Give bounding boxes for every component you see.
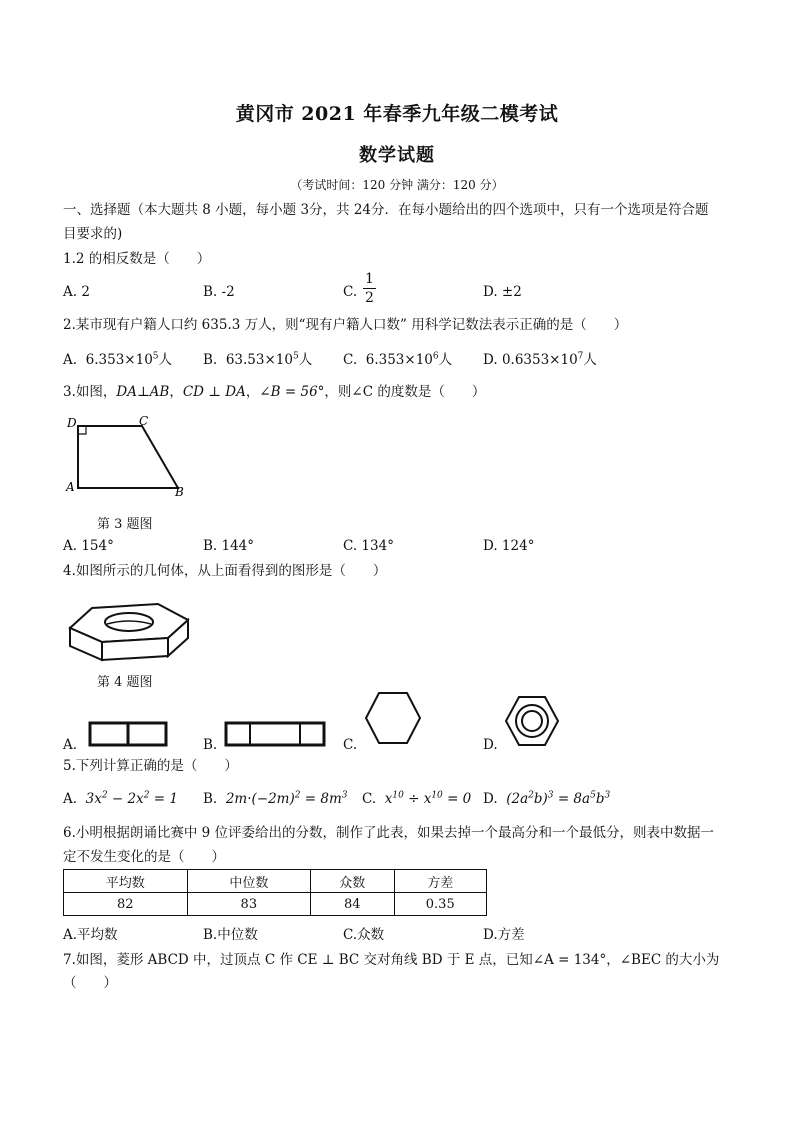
table-header-cell: 方差 [394, 870, 487, 893]
q5-option-b [203, 790, 348, 808]
table-cell: 84 [311, 893, 394, 916]
table-row [64, 893, 487, 916]
math-expr: DA⊥AB [116, 384, 170, 400]
section-intro-line1: 一、选择题（本大题共 8 小题，每小题 3分，共 24分．在每小题给出的四个选项中，只有一个选项是符合题 [63, 202, 709, 218]
math-expr: $3x^2 - 2x^2 = 1$ [85, 790, 178, 807]
q7-stem-line2: （ ） [63, 975, 117, 991]
stem-text: ，则∠C 的度数是（ ） [324, 384, 486, 400]
q2-option-d [483, 351, 597, 369]
section-intro-line2: 目要求的) [63, 226, 123, 242]
fraction-numerator: 1 [365, 271, 374, 287]
stem-text: ， [169, 384, 183, 400]
q5-option-c [362, 790, 471, 808]
q3-figure-caption: 第 3 题图 [97, 517, 153, 532]
q4-option-d-hexagon-circle-figure [504, 694, 560, 748]
q4-stem: 4.如图所示的几何体，从上面看得到的图形是（ ） [63, 563, 387, 579]
table-header-cell: 众数 [311, 870, 394, 893]
option-unit: 人 [158, 352, 173, 368]
q2-option-b [203, 351, 312, 369]
exponent: 5 [292, 351, 299, 362]
table-cell: 83 [187, 893, 311, 916]
option-value: 6.353×10 [365, 352, 433, 368]
q6-statistics-table [63, 869, 487, 916]
q4-option-b-label: B. [203, 737, 218, 753]
q1-stem: 1.2 的相反数是（ ） [63, 251, 211, 267]
q1-option-a: A. 2 [63, 284, 90, 300]
q4-option-d-label: D. [483, 737, 498, 753]
option-label: A. [63, 352, 78, 368]
q5-stem: 5.下列计算正确的是（ ） [63, 758, 238, 774]
q6-stem-line1: 6.小明根据朗诵比赛中 9 位评委给出的分数，制作了此表，如果去掉一个最高分和一个最低分，则表中数据一 [63, 825, 715, 841]
option-label: D. [483, 352, 498, 368]
q3-option-d: D. 124° [483, 538, 535, 554]
q4-hex-nut-figure [62, 588, 197, 663]
q1-option-c-label: C. [343, 284, 358, 300]
q4-option-a-label: A. [63, 737, 78, 753]
exam-title: 黄冈市 2021 年春季九年级二模考试 [235, 103, 559, 125]
q4-option-a-figure [88, 721, 168, 747]
q6-option-a: A.平均数 [63, 927, 118, 943]
option-label: A. [63, 791, 78, 807]
stem-text: 3.如图， [63, 384, 117, 400]
q5-option-d [483, 790, 610, 808]
vertex-label-d: D [67, 416, 77, 430]
math-expr: CD ⊥ DA [182, 384, 246, 400]
option-unit: 人 [438, 352, 453, 368]
q7-stem-line1: 7.如图，菱形 ABCD 中，过顶点 C 作 CE ⊥ BC 交对角线 BD 于 E 点，已知∠A = 134°，∠BEC 的大小为 [63, 952, 720, 968]
q3-trapezoid-figure [62, 412, 192, 502]
q6-option-d: D.方差 [483, 927, 525, 943]
q2-stem: 2.某市现有户籍人口约 635.3 万人，则“现有户籍人口数” 用科学记数法表示正确的是（ ） [63, 317, 628, 333]
q3-option-a: A. 154° [63, 538, 114, 554]
option-label: C. [362, 791, 377, 807]
q4-option-c-label: C. [343, 737, 358, 753]
math-expr: $x^{10} \div x^{10} = 0$ [384, 790, 472, 807]
table-cell: 82 [64, 893, 188, 916]
exam-info: （考试时间：120 分钟 满分：120 分） [290, 178, 504, 192]
math-expr: ∠B = 56° [259, 384, 325, 400]
exponent: 5 [152, 351, 159, 362]
math-expr: $(2a^2b)^3 = 8a^5b^3$ [506, 790, 611, 807]
q2-option-a [63, 351, 172, 369]
option-label: C. [343, 352, 358, 368]
option-unit: 人 [583, 352, 597, 368]
q2-option-c [343, 351, 452, 369]
vertex-label-c: C [139, 414, 149, 428]
q4-option-b-figure [224, 721, 326, 747]
exponent: 6 [432, 351, 439, 362]
q6-option-b: B.中位数 [203, 927, 258, 943]
q1-option-d: D. ±2 [483, 284, 522, 300]
table-header-cell: 平均数 [64, 870, 188, 893]
q3-option-c: C. 134° [343, 538, 394, 554]
option-value: 0.6353×10 [501, 352, 578, 368]
q6-stem-line2: 定不发生变化的是（ ） [63, 849, 225, 865]
option-value: 6.353×10 [85, 352, 153, 368]
q1-option-c [343, 283, 357, 301]
q3-stem [63, 383, 485, 401]
q5-option-a [63, 790, 178, 808]
stem-text: ， [245, 384, 260, 400]
vertex-label-b: B [175, 485, 184, 499]
vertex-label-a: A [66, 480, 75, 494]
table-cell: 0.35 [394, 893, 487, 916]
q1-option-b: B. -2 [203, 284, 235, 300]
exponent: 7 [577, 351, 584, 362]
option-label: B. [203, 352, 218, 368]
fraction-denominator: 2 [365, 290, 374, 306]
q1-fraction [363, 270, 376, 307]
table-header-row [64, 870, 487, 893]
math-expr: $2m\cdot(-2m)^2 = 8m^3$ [225, 790, 348, 807]
q6-option-c: C.众数 [343, 927, 385, 943]
option-unit: 人 [298, 352, 313, 368]
paper-subtitle: 数学试题 [359, 145, 435, 166]
q4-figure-caption: 第 4 题图 [97, 675, 153, 690]
q4-option-c-hexagon-figure [364, 690, 422, 746]
q3-option-b: B. 144° [203, 538, 255, 554]
option-label: D. [483, 791, 498, 807]
option-label: B. [203, 791, 218, 807]
option-value: 63.53×10 [225, 352, 293, 368]
table-header-cell: 中位数 [187, 870, 311, 893]
